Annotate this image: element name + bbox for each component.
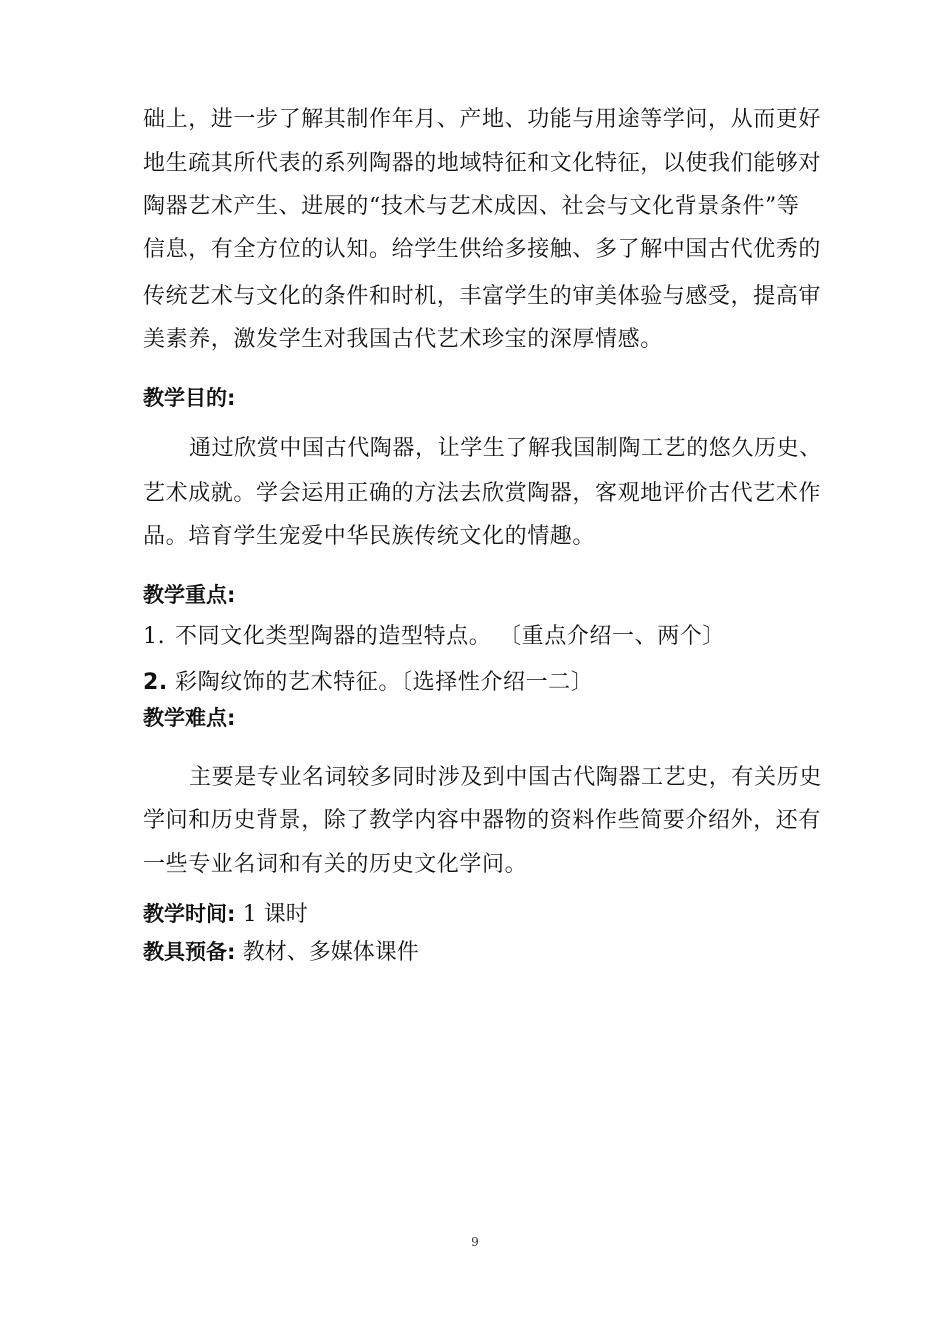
intro-line-5: 传统艺术与文化的条件和时机，丰富学生的审美体验与感受，提高审 <box>143 284 822 309</box>
key-point-item-2 <box>143 668 593 698</box>
intro-line-4: 信息，有全方位的认知。给学生供给多接触、多了解中国古代优秀的 <box>143 237 822 262</box>
teaching-tools-value: 教材、多媒体课件 <box>242 940 419 965</box>
page-number: 9 <box>471 1235 479 1249</box>
key-point-number-2: 2. <box>143 670 168 695</box>
key-point-text-1: 不同文化类型陶器的造型特点。 〔重点介绍一、两个〕 <box>175 624 725 649</box>
difficulties-heading: 教学难点: <box>143 706 236 730</box>
intro-line-2: 地生疏其所代表的系列陶器的地域特征和文化特征，以使我们能够对 <box>143 151 822 176</box>
objectives-heading: 教学目的: <box>143 386 236 410</box>
objectives-line-2: 艺术成就。学会运用正确的方法去欣赏陶器，客观地评价古代艺术作 <box>143 481 822 506</box>
intro-line-3: 陶器艺术产生、进展的“技术与艺术成因、社会与文化背景条件”等 <box>143 194 800 219</box>
difficulties-line-1: 主要是专业名词较多同时涉及到中国古代陶器工艺史，有关历史 <box>189 765 822 790</box>
key-point-number-1: 1. <box>143 624 166 649</box>
teaching-tools-label: 教具预备: <box>143 940 236 964</box>
teaching-tools <box>143 937 419 968</box>
key-point-item-1 <box>143 622 725 652</box>
objectives-line-1: 通过欣赏中国古代陶器，让学生了解我国制陶工艺的悠久历史、 <box>189 436 822 461</box>
difficulties-line-2: 学问和历史背景，除了教学内容中器物的资料作些简要介绍外，还有 <box>143 808 822 833</box>
intro-line-6: 美素养，激发学生对我国古代艺术珍宝的深厚情感。 <box>143 327 663 352</box>
teaching-time-label: 教学时间: <box>143 902 236 926</box>
intro-line-1: 础上，进一步了解其制作年月、产地、功能与用途等学问，从而更好 <box>143 107 822 132</box>
objectives-line-3: 品。培育学生宠爱中华民族传统文化的情趣。 <box>143 524 596 549</box>
key-point-text-2: 彩陶纹饰的艺术特征。〔选择性介绍一二〕 <box>175 670 594 695</box>
teaching-time <box>143 899 308 930</box>
difficulties-line-3: 一些专业名词和有关的历史文化学问。 <box>143 852 528 877</box>
teaching-time-value: 1 课时 <box>242 902 308 927</box>
key-points-heading: 教学重点: <box>143 583 236 607</box>
